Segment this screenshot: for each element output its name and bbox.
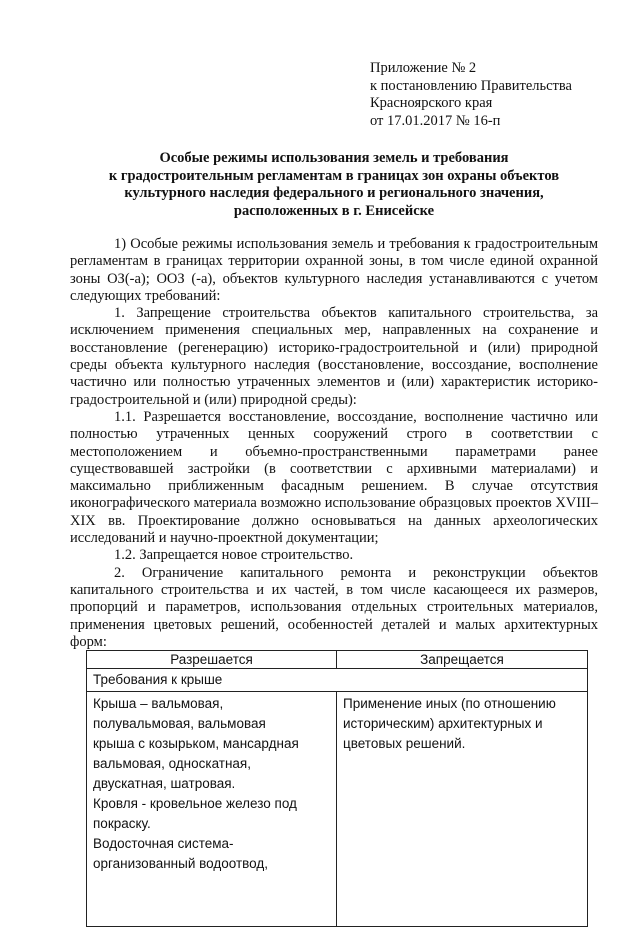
header-allowed: Разрешается [87, 651, 337, 669]
allowed-line: вальмовая, односкатная, [93, 756, 251, 771]
allowed-line: полувальмовая, вальмовая [93, 716, 266, 731]
appendix-line: Приложение № 2 [370, 60, 477, 76]
allowed-line: Крыша – вальмовая, [93, 696, 224, 711]
table-section-row [87, 669, 588, 692]
allowed-line: крыша с козырьком, мансардная [93, 736, 299, 751]
paragraph-5: 2. Ограничение капитального ремонта и реконструкции объектов капитального строительства и их частей, в том числе касающееся их размеров, пропорций и параметров, использования отдельных строительных материалов, применения цветовых решений, особенностей деталей и малых архитектурных форм: [70, 564, 598, 650]
appendix-line: от 17.01.2017 № 16-п [370, 112, 501, 129]
title-line: расположенных в г. Енисейске [233, 202, 435, 219]
title-line: культурного наследия федерального и регионального значения, [124, 185, 544, 201]
document-body [70, 236, 598, 651]
paragraph-3: 1.1. Разрешается восстановление, воссоздание, восполнение частично или полностью утраченных ценных сооружений строго в соответствии с местоположением и объемно-пространственными параметрами ранее существовавшей застройки (в соответствии с архивными материалами) и максимально приближенным фасадным решением. В случае отсутствия иконографического материала возможно использование образцовых проектов XVIII–XIX вв. Проектирование должно основываться на данных археологических исследований и научно-проектной документации; [70, 408, 598, 547]
allowed-line: организованный водоотвод, [93, 856, 268, 871]
requirements-table [86, 650, 588, 927]
table-header-row [87, 651, 588, 669]
document-title [70, 150, 598, 220]
forbidden-line: Применение иных (по отношению [343, 696, 556, 711]
header-forbidden: Запрещается [337, 651, 588, 669]
allowed-line: покраску. [93, 816, 151, 831]
allowed-cell [87, 692, 337, 927]
allowed-line: двускатная, шатровая. [93, 776, 236, 791]
forbidden-line: историческим) архитектурных и [343, 716, 543, 731]
title-line: Особые режимы использования земель и требования [159, 150, 509, 166]
paragraph-1: 1) Особые режимы использования земель и требования к градостроительным регламентам в границах территории охранной зоны, в том числе единой охранной зоны ОЗ(-а); ООЗ (-а), объектов культурного наследия устанавливаются с учетом следующих требований: [70, 236, 598, 304]
section-roof: Требования к крыше [87, 669, 588, 692]
appendix-line: к постановлению Правительства [370, 77, 572, 94]
allowed-line: Водосточная система- [93, 836, 234, 851]
appendix-header [370, 60, 572, 130]
title-line: к градостроительным регламентам в границах зон охраны объектов [108, 167, 560, 184]
appendix-line: Красноярского края [370, 95, 493, 111]
paragraph-4: 1.2. Запрещается новое строительство. [114, 547, 354, 564]
table-row [87, 692, 588, 927]
forbidden-cell [337, 692, 588, 927]
paragraph-2: 1. Запрещение строительства объектов капитального строительства, за исключением применения специальных мер, направленных на сохранение и восстановление (регенерацию) историко-градостроительной и (или) природной среды объекта культурного наследия (восстановление, воссоздание, восполнение частично или полностью утраченных элементов и (или) характеристик историко-градостроительной и (или) природной среды): [70, 305, 598, 408]
forbidden-line: цветовых решений. [343, 736, 466, 751]
allowed-line: Кровля - кровельное железо под [93, 796, 297, 811]
